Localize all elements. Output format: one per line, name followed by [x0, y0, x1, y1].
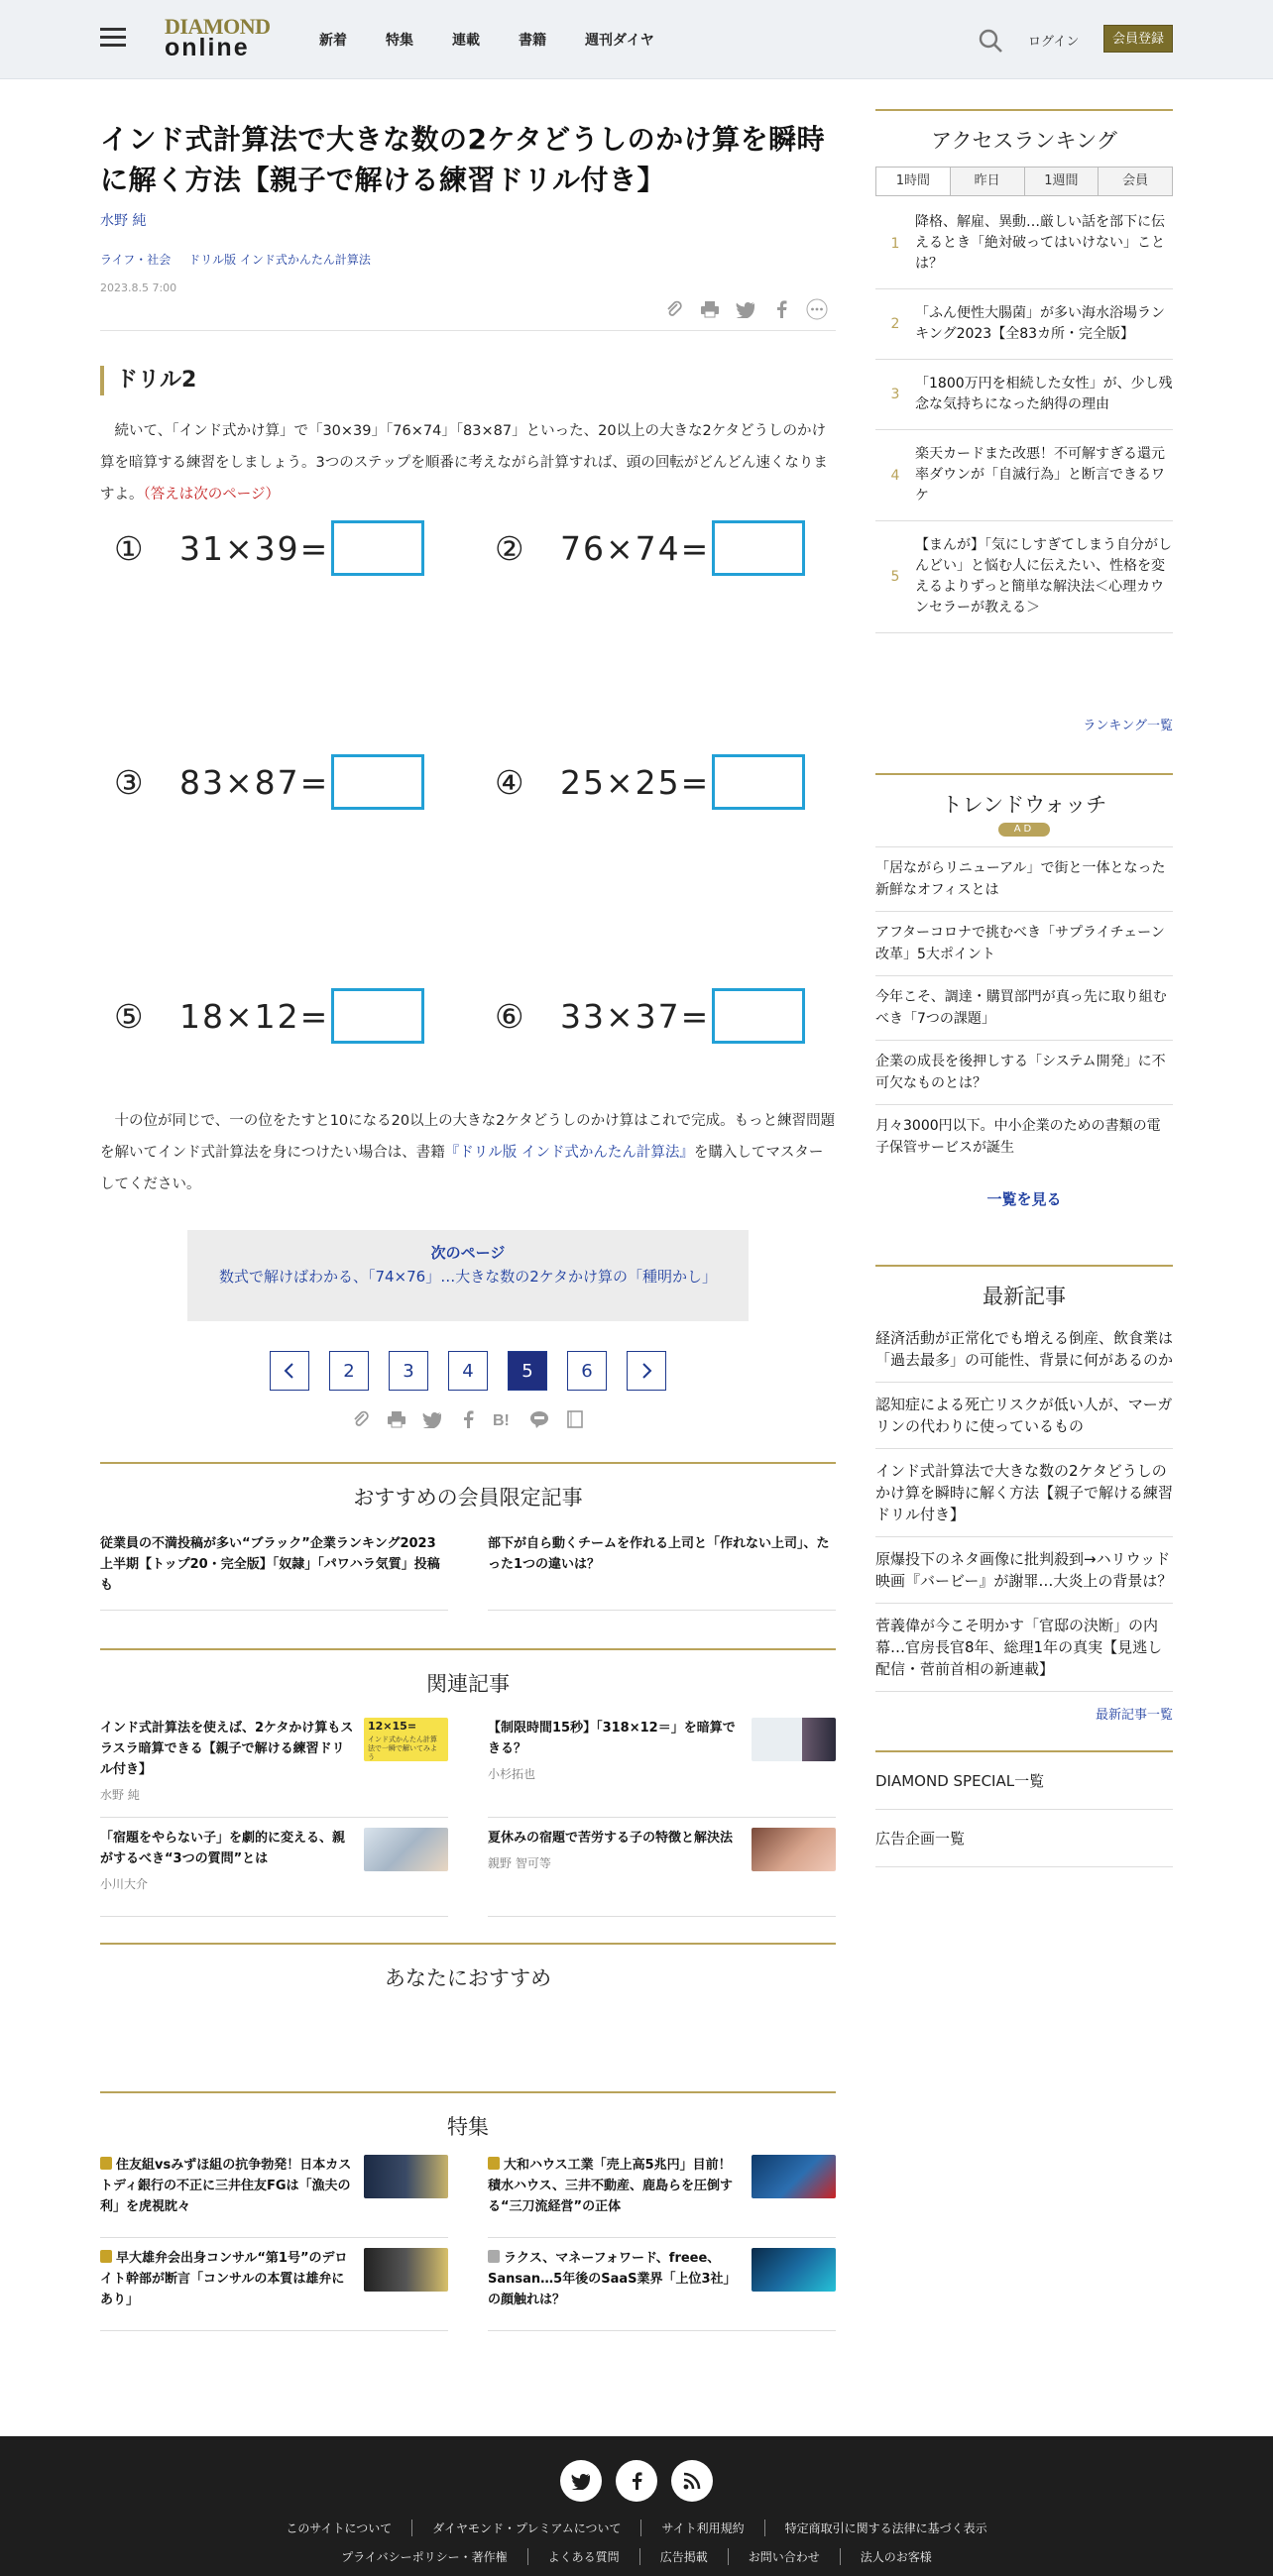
- rank-title: 楽天カードまた改悪！不可解すぎる還元率ダウンが「自滅行為」と断言できるワケ: [915, 446, 1165, 504]
- share-bar-bottom: [100, 1406, 836, 1432]
- svg-text:B!: B!: [493, 1412, 510, 1428]
- drill-item: [114, 754, 424, 810]
- nav-books[interactable]: 書籍: [519, 33, 546, 49]
- feature-thumbnail: [752, 2155, 836, 2198]
- footer-links-row2: [0, 2548, 1273, 2565]
- feature-thumbnail: [364, 2248, 448, 2292]
- page-link-4[interactable]: 4: [448, 1351, 488, 1391]
- drill-expression: 33×37=: [560, 996, 711, 1036]
- rank-title: 【まんが】「気にしすぎてしまう自分がしんどい」と悩む人に伝えたい、性格を変えるよりずっと簡単な解決法＜心理カウンセラーが教える＞: [915, 537, 1172, 616]
- page-link-3[interactable]: 3: [389, 1351, 428, 1391]
- drill-number: ⑤: [114, 996, 145, 1036]
- footer-link[interactable]: サイト利用規約: [641, 2520, 764, 2536]
- global-nav: [319, 30, 693, 50]
- divider: [100, 330, 836, 331]
- menu-icon[interactable]: [100, 28, 126, 48]
- facebook-icon[interactable]: [457, 1408, 479, 1430]
- drill-item: [495, 988, 805, 1044]
- member-article-card[interactable]: [488, 1523, 836, 1611]
- related-thumbnail: [364, 1718, 448, 1761]
- related-article-card[interactable]: [488, 1708, 836, 1818]
- pocket-icon[interactable]: [564, 1408, 586, 1430]
- latest-item[interactable]: 認知症による死亡リスクが低い人が、マーガリンの代わりに使っているもの: [875, 1383, 1173, 1449]
- facebook-icon[interactable]: [770, 298, 792, 320]
- print-icon[interactable]: [386, 1408, 407, 1430]
- lock-icon: [100, 2157, 112, 2170]
- drill-expression: 25×25=: [560, 762, 711, 802]
- trend-item[interactable]: 今年こそ、調達・購買部門が真っ先に取り組むべき「7つの課題」: [875, 975, 1173, 1040]
- rank-number: 1: [890, 235, 900, 252]
- publish-date: 2023.8.5 7:00: [100, 281, 177, 294]
- latest-item[interactable]: 経済活動が正常化でも増える倒産、飲食業は「過去最多」の可能性、背景に何があるのか: [875, 1316, 1173, 1383]
- drill-number: ③: [114, 762, 145, 802]
- author-link[interactable]: 水野 純: [100, 213, 147, 229]
- tab-members[interactable]: 会員: [1099, 168, 1172, 195]
- rank-number: 5: [890, 569, 900, 585]
- prev-page-button[interactable]: [270, 1351, 309, 1391]
- related-article-author: 親野 智可等: [488, 1856, 551, 1870]
- rank-title: 降格、解雇、異動…厳しい話を部下に伝えるとき「絶対破ってはいけない」ことは？: [915, 214, 1165, 272]
- recommend-section-title: あなたにおすすめ: [100, 1943, 836, 1992]
- share-bar-top: [100, 296, 836, 322]
- ranking-more-link[interactable]: ランキング一覧: [1083, 719, 1173, 733]
- search-icon[interactable]: [978, 28, 1003, 54]
- drill-number: ④: [495, 762, 525, 802]
- drill-item: [495, 754, 805, 810]
- feature-article-title: [488, 2155, 742, 2217]
- answer-box: [712, 520, 805, 576]
- trend-item[interactable]: 月々3000円以下。中小企業のための書類の電子保管サービスが誕生: [875, 1104, 1173, 1169]
- latest-title: 最新記事: [983, 1285, 1066, 1308]
- drill-number: ①: [114, 528, 145, 568]
- lock-icon: [488, 2250, 500, 2263]
- related-thumbnail: [752, 1828, 836, 1871]
- ranking-item[interactable]: [875, 430, 1173, 521]
- feature-article-card[interactable]: [488, 2238, 836, 2331]
- page-link-current[interactable]: 5: [508, 1351, 547, 1391]
- ranking-box: [875, 109, 1173, 733]
- related-list: [100, 1708, 836, 1917]
- nav-features[interactable]: 特集: [386, 33, 413, 49]
- footer-link[interactable]: お問い合わせ: [729, 2548, 841, 2565]
- drill-item: [114, 988, 424, 1044]
- site-footer: [0, 2436, 1273, 2576]
- answer-box: [331, 988, 424, 1044]
- feature-article-card[interactable]: [488, 2145, 836, 2238]
- next-page-box[interactable]: [187, 1230, 749, 1321]
- nav-weekly[interactable]: 週刊ダイヤ: [585, 33, 654, 49]
- book-link[interactable]: 『ドリル版 インド式かんたん計算法』: [444, 1145, 694, 1161]
- ad-badge: AD: [998, 823, 1050, 837]
- trend-item[interactable]: 企業の成長を後押しする「システム開発」に不可欠なものとは？: [875, 1040, 1173, 1104]
- ranking-item[interactable]: [875, 196, 1173, 289]
- pagination: [100, 1351, 836, 1391]
- next-page-title: 数式で解けばわかる、「74×76」…大きな数の2ケタかけ算の「種明かし」: [218, 1268, 718, 1286]
- rss-icon[interactable]: [671, 2460, 713, 2502]
- next-page-label: 次のページ: [430, 1244, 506, 1262]
- outro-text: 十の位が同じで、一の位をたすと10になる20以上の大きな2ケタどうしのかけ算はこれで完成。もっと練習問題を解いてインド式計算法を身につけたい場合は、書籍: [100, 1113, 836, 1161]
- article-column: [100, 119, 836, 2331]
- trend-list: [875, 846, 1173, 1169]
- nav-series[interactable]: 連載: [452, 33, 480, 49]
- trend-item[interactable]: 「居ながらリニューアル」で街と一体となった新鮮なオフィスとは: [875, 846, 1173, 911]
- tab-1week[interactable]: 1週間: [1025, 168, 1099, 195]
- logo-text-bottom: online: [165, 34, 250, 61]
- outro-paragraph: [100, 1105, 836, 1200]
- twitter-icon[interactable]: [421, 1408, 443, 1430]
- feature-article-title: [488, 2248, 742, 2310]
- facebook-icon[interactable]: [616, 2460, 657, 2502]
- related-section-title: 関連記事: [100, 1648, 836, 1698]
- latest-list: [875, 1316, 1173, 1692]
- drill-expression: 18×12=: [179, 996, 330, 1036]
- related-article-author: 小杉拓也: [488, 1767, 536, 1781]
- ranking-title: アクセスランキング: [931, 129, 1117, 153]
- sidebar: [875, 109, 1173, 1867]
- footer-link[interactable]: 特定商取引に関する法律に基づく表示: [784, 2521, 987, 2535]
- drill-item: [495, 520, 805, 576]
- tab-yesterday[interactable]: 昨日: [951, 168, 1025, 195]
- drill-number: ⑥: [495, 996, 525, 1036]
- answer-box: [712, 988, 805, 1044]
- recommend-area: [100, 1992, 836, 2091]
- login-link[interactable]: ログイン: [1028, 35, 1080, 50]
- related-article-author: 小川大介: [100, 1877, 149, 1891]
- lock-icon: [488, 2157, 500, 2170]
- ranking-item[interactable]: [875, 289, 1173, 360]
- side-links: [875, 1750, 1173, 1867]
- related-thumbnail: [752, 1718, 836, 1761]
- feature-title-text: 大和ハウス工業「売上高5兆円」目前！積水ハウス、三井不動産、鹿島らを圧倒する“三刀流経営”の正体: [488, 2158, 734, 2214]
- category-link[interactable]: ライフ・社会: [100, 253, 172, 267]
- logo-text-top: DIAMOND: [165, 14, 271, 39]
- related-article-author: 水野 純: [100, 1788, 140, 1802]
- outro-text-end: を購入してマスターしてください。: [100, 1145, 824, 1192]
- footer-link[interactable]: 法人のお客様: [860, 2550, 932, 2564]
- features-section-title: 特集: [100, 2091, 836, 2141]
- hatena-bookmark-icon[interactable]: [493, 1408, 515, 1430]
- trend-title: トレンドウォッチ: [941, 793, 1107, 817]
- latest-item[interactable]: 菅義偉が今こそ明かす「官邸の決断」の内幕…官房長官8年、総理1年の真実【見逃し配信・菅前首相の新連載】: [875, 1604, 1173, 1692]
- drill-item: [114, 520, 424, 576]
- related-article-title: 夏休みの宿題で苦労する子の特徴と解決法: [488, 1831, 734, 1846]
- ranking-item[interactable]: [875, 360, 1173, 430]
- members-section-title: おすすめの会員限定記事: [100, 1462, 836, 1512]
- feature-article-title: [100, 2155, 354, 2217]
- drill-problems: [100, 520, 836, 1105]
- rank-number: 3: [890, 387, 900, 402]
- intro-paragraph: [100, 415, 836, 510]
- drill-number: ②: [495, 528, 525, 568]
- trend-more-link[interactable]: 一覧を見る: [986, 1190, 1062, 1208]
- member-article-title: 部下が自ら動くチームを作れる上司と「作れない上司」、たった1つの違いは？: [488, 1536, 830, 1572]
- related-article-card[interactable]: [100, 1708, 448, 1818]
- clip-icon[interactable]: [663, 298, 685, 320]
- page-link-2[interactable]: 2: [329, 1351, 369, 1391]
- feature-thumbnail: [752, 2248, 836, 2292]
- drill-expression: 76×74=: [560, 528, 711, 568]
- footer-link[interactable]: プライバシーポリシー・著作権: [321, 2548, 527, 2565]
- tab-1hour[interactable]: 1時間: [876, 168, 951, 195]
- related-article-card[interactable]: [100, 1818, 448, 1917]
- footer-link[interactable]: このサイトについて: [266, 2520, 412, 2536]
- drill-expression: 31×39=: [179, 528, 330, 568]
- trend-box: [875, 773, 1173, 1209]
- rank-number: 2: [890, 316, 900, 332]
- site-logo[interactable]: [165, 14, 271, 61]
- feature-article-title: [100, 2248, 354, 2310]
- nav-new[interactable]: 新着: [319, 33, 347, 49]
- more-options-icon[interactable]: [806, 298, 828, 320]
- feature-title-text: ラクス、マネーフォワード、freee、Sansan…5年後のSaaS業界「上位3社」の顔触れは？: [488, 2251, 737, 2307]
- diamond-special-link[interactable]: DIAMOND SPECIAL一覧: [875, 1752, 1173, 1810]
- related-article-title: 「宿題をやらない子」を劇的に変える、親がするべき“3つの質問”とは: [100, 1831, 346, 1866]
- related-article-title: 【制限時間15秒】「318×12＝」を暗算できる？: [488, 1721, 736, 1756]
- twitter-icon[interactable]: [735, 298, 756, 320]
- footer-link[interactable]: ダイヤモンド・プレミアムについて: [412, 2520, 641, 2536]
- category-link[interactable]: ドリル版 インド式かんたん計算法: [188, 253, 371, 267]
- print-icon[interactable]: [699, 298, 721, 320]
- drill-expression: 83×87=: [179, 762, 330, 802]
- twitter-icon[interactable]: [560, 2460, 602, 2502]
- answer-note: （答えは次のページ）: [143, 487, 280, 503]
- site-header: [0, 0, 1273, 79]
- related-article-card[interactable]: [488, 1818, 836, 1917]
- latest-item[interactable]: インド式計算法で大きな数の2ケタどうしのかけ算を瞬時に解く方法【親子で解ける練習ドリル付き】: [875, 1449, 1173, 1537]
- next-page-button[interactable]: [627, 1351, 666, 1391]
- feature-article-card[interactable]: [100, 2238, 448, 2331]
- footer-link[interactable]: よくある質問: [528, 2548, 640, 2565]
- feature-article-card[interactable]: [100, 2145, 448, 2238]
- answer-box: [331, 754, 424, 810]
- feature-thumbnail: [364, 2155, 448, 2198]
- article-title: インド式計算法で大きな数の2ケタどうしのかけ算を瞬時に解く方法【親子で解ける練習ドリル付き】: [100, 123, 826, 196]
- register-button[interactable]: 会員登録: [1103, 25, 1173, 53]
- member-article-title: 従業員の不満投稿が多い“ブラック”企業ランキング2023上半期【トップ20・完全版】「奴隷」「パワハラ気質」投稿も: [100, 1536, 440, 1593]
- related-article-title: インド式計算法を使えば、2ケタかけ算もスラスラ暗算できる【親子で解ける練習ドリル付き】: [100, 1721, 354, 1777]
- rank-title: 「ふん便性大腸菌」が多い海水浴場ランキング2023【全83カ所・完全版】: [915, 305, 1165, 342]
- ranking-tabs: [875, 167, 1173, 196]
- member-article-card[interactable]: [100, 1523, 448, 1611]
- trend-item[interactable]: アフターコロナで挑むべき「サプライチェーン改革」5大ポイント: [875, 911, 1173, 975]
- category-links: [100, 251, 836, 268]
- section-heading: ドリル2: [100, 366, 836, 395]
- answer-box: [331, 520, 424, 576]
- ranking-item[interactable]: [875, 521, 1173, 633]
- latest-box: [875, 1265, 1173, 1723]
- intro-text: 続いて、「インド式かけ算」で「30×39」「76×74」「83×87」といった、20以上の大きな2ケタどうしのかけ算を暗算する練習をしましょう。3つのステップを順番に考えながら計算すれば、頭の回転がどんどん速くなりますよ。: [100, 423, 828, 503]
- latest-item[interactable]: 原爆投下のネタ画像に批判殺到→ハリウッド映画『バービー』が謝罪…大炎上の背景は？: [875, 1537, 1173, 1604]
- feature-title-text: 早大雄弁会出身コンサル“第1号”のデロイト幹部が断言「コンサルの本質は雄弁にあり」: [100, 2251, 348, 2307]
- answer-box: [712, 754, 805, 810]
- thumbnail-text: 12×15=: [368, 1720, 417, 1733]
- features-list: [100, 2145, 836, 2331]
- related-thumbnail: [364, 1828, 448, 1871]
- footer-link[interactable]: 広告掲載: [640, 2548, 729, 2565]
- rank-title: 「1800万円を相続した女性」が、少し残念な気持ちになった納得の理由: [915, 376, 1173, 412]
- lock-icon: [100, 2250, 112, 2263]
- ad-project-link[interactable]: 広告企画一覧: [875, 1810, 1173, 1867]
- thumbnail-caption: インド式かんたん計算法で一瞬で解いてみよう: [368, 1736, 437, 1761]
- clip-icon[interactable]: [350, 1408, 372, 1430]
- latest-more-link[interactable]: 最新記事一覧: [1095, 1708, 1173, 1723]
- page-link-6[interactable]: 6: [567, 1351, 607, 1391]
- rank-number: 4: [890, 467, 900, 484]
- members-list: [100, 1523, 836, 1611]
- feature-title-text: 住友組vsみずほ組の抗争勃発！日本カストディ銀行の不正に三井住友FGは「漁夫の利」を虎視眈々: [100, 2158, 352, 2214]
- footer-social: [0, 2460, 1273, 2502]
- line-icon[interactable]: [528, 1408, 550, 1430]
- footer-links-row1: [0, 2520, 1273, 2536]
